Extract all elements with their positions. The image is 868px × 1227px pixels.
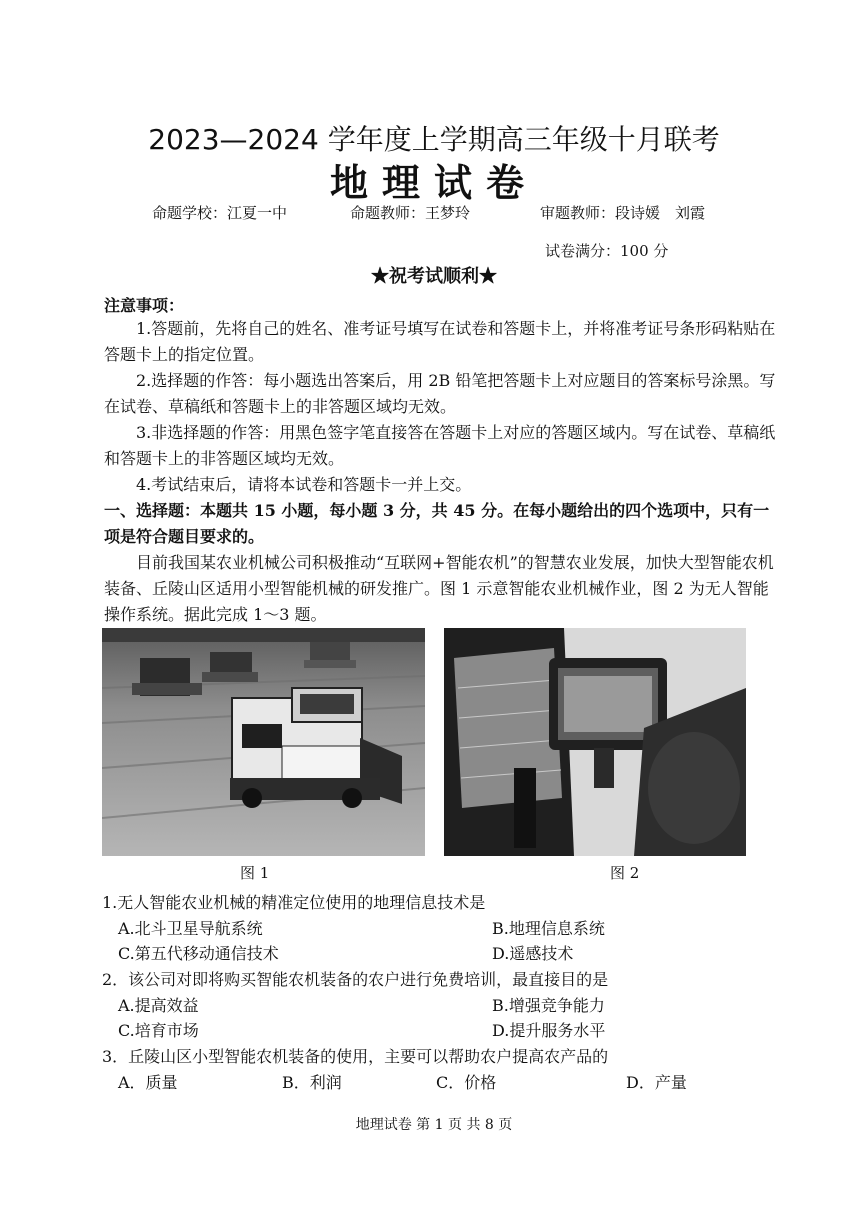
section-heading: 一、选择题：本题共 15 小题，每小题 3 分，共 45 分。在每小题给出的四个选项中，只有一项是符合题目要求的。 [104, 501, 770, 546]
q1-option-a: A.北斗卫星导航系统 [118, 919, 263, 938]
harvester-field-illustration [102, 628, 425, 856]
q2-option-c: C.培育市场 [118, 1021, 199, 1040]
figure-1-caption: 图 1 [240, 864, 270, 882]
q1-option-d: D.遥感技术 [492, 944, 574, 963]
q1-option-b: B.地理信息系统 [492, 919, 605, 938]
notice-item: 3.非选择题的作答：用黑色签字笔直接答在答题卡上对应的答题区域内。写在试卷、草稿纸和答题卡上的非答题区域均无效。 [104, 423, 776, 468]
q3-option-a: A．质量 [118, 1073, 178, 1092]
question-intro: 目前我国某农业机械公司积极推动“互联网+智能农机”的智慧农业发展，加快大型智能农机装备、丘陵山区适用小型智能机械的研发推广。图 1 示意智能农业机械作业，图 2 为无人智能操作系统。据此完成 1～3 题。 [104, 553, 774, 624]
notice-item: 4.考试结束后，请将本试卷和答题卡一并上交。 [136, 475, 472, 494]
figure-2-photo [444, 628, 746, 856]
exam-title: 2023—2024 学年度上学期高三年级十月联考 [148, 123, 720, 156]
notice-item: 2.选择题的作答：每小题选出答案后，用 2B 铅笔把答题卡上对应题目的答案标号涂黑。写在试卷、草稿纸和答题卡上的非答题区域均无效。 [104, 371, 776, 416]
question-2-stem: 2．该公司对即将购买智能农机装备的农户进行免费培训，最直接目的是 [102, 970, 609, 989]
notice-item: 1.答题前，先将自己的姓名、准考证号填写在试卷和答题卡上，并将准考证号条形码粘贴在答题卡上的指定位置。 [104, 319, 776, 364]
cab-screen-illustration [444, 628, 746, 856]
school-label: 命题学校：江夏一中 [152, 204, 288, 222]
notice-heading: 注意事项： [104, 296, 185, 315]
q2-option-d: D.提升服务水平 [492, 1021, 606, 1040]
question-1-stem: 1.无人智能农业机械的精准定位使用的地理信息技术是 [102, 893, 486, 912]
figure-1-photo [102, 628, 425, 856]
q3-option-c: C．价格 [436, 1073, 497, 1092]
page-footer: 地理试卷 第 1 页 共 8 页 [355, 1117, 513, 1133]
author-label: 命题教师：王梦玲 [350, 204, 471, 222]
q3-option-d: D．产量 [626, 1073, 687, 1092]
figure-2-caption: 图 2 [610, 864, 640, 882]
full-score: 试卷满分：100 分 [545, 242, 669, 260]
blessing: ★祝考试顺利★ [371, 266, 497, 287]
q3-option-b: B．利润 [282, 1073, 342, 1092]
subject-title: 地理试卷 [329, 160, 538, 205]
q2-option-b: B.增强竞争能力 [492, 996, 605, 1015]
question-3-stem: 3．丘陵山区小型智能农机装备的使用，主要可以帮助农户提高农产品的 [102, 1047, 609, 1066]
q1-option-c: C.第五代移动通信技术 [118, 944, 279, 963]
reviewers-label: 审题教师：段诗媛 刘霞 [540, 204, 706, 222]
q2-option-a: A.提高效益 [118, 996, 199, 1015]
